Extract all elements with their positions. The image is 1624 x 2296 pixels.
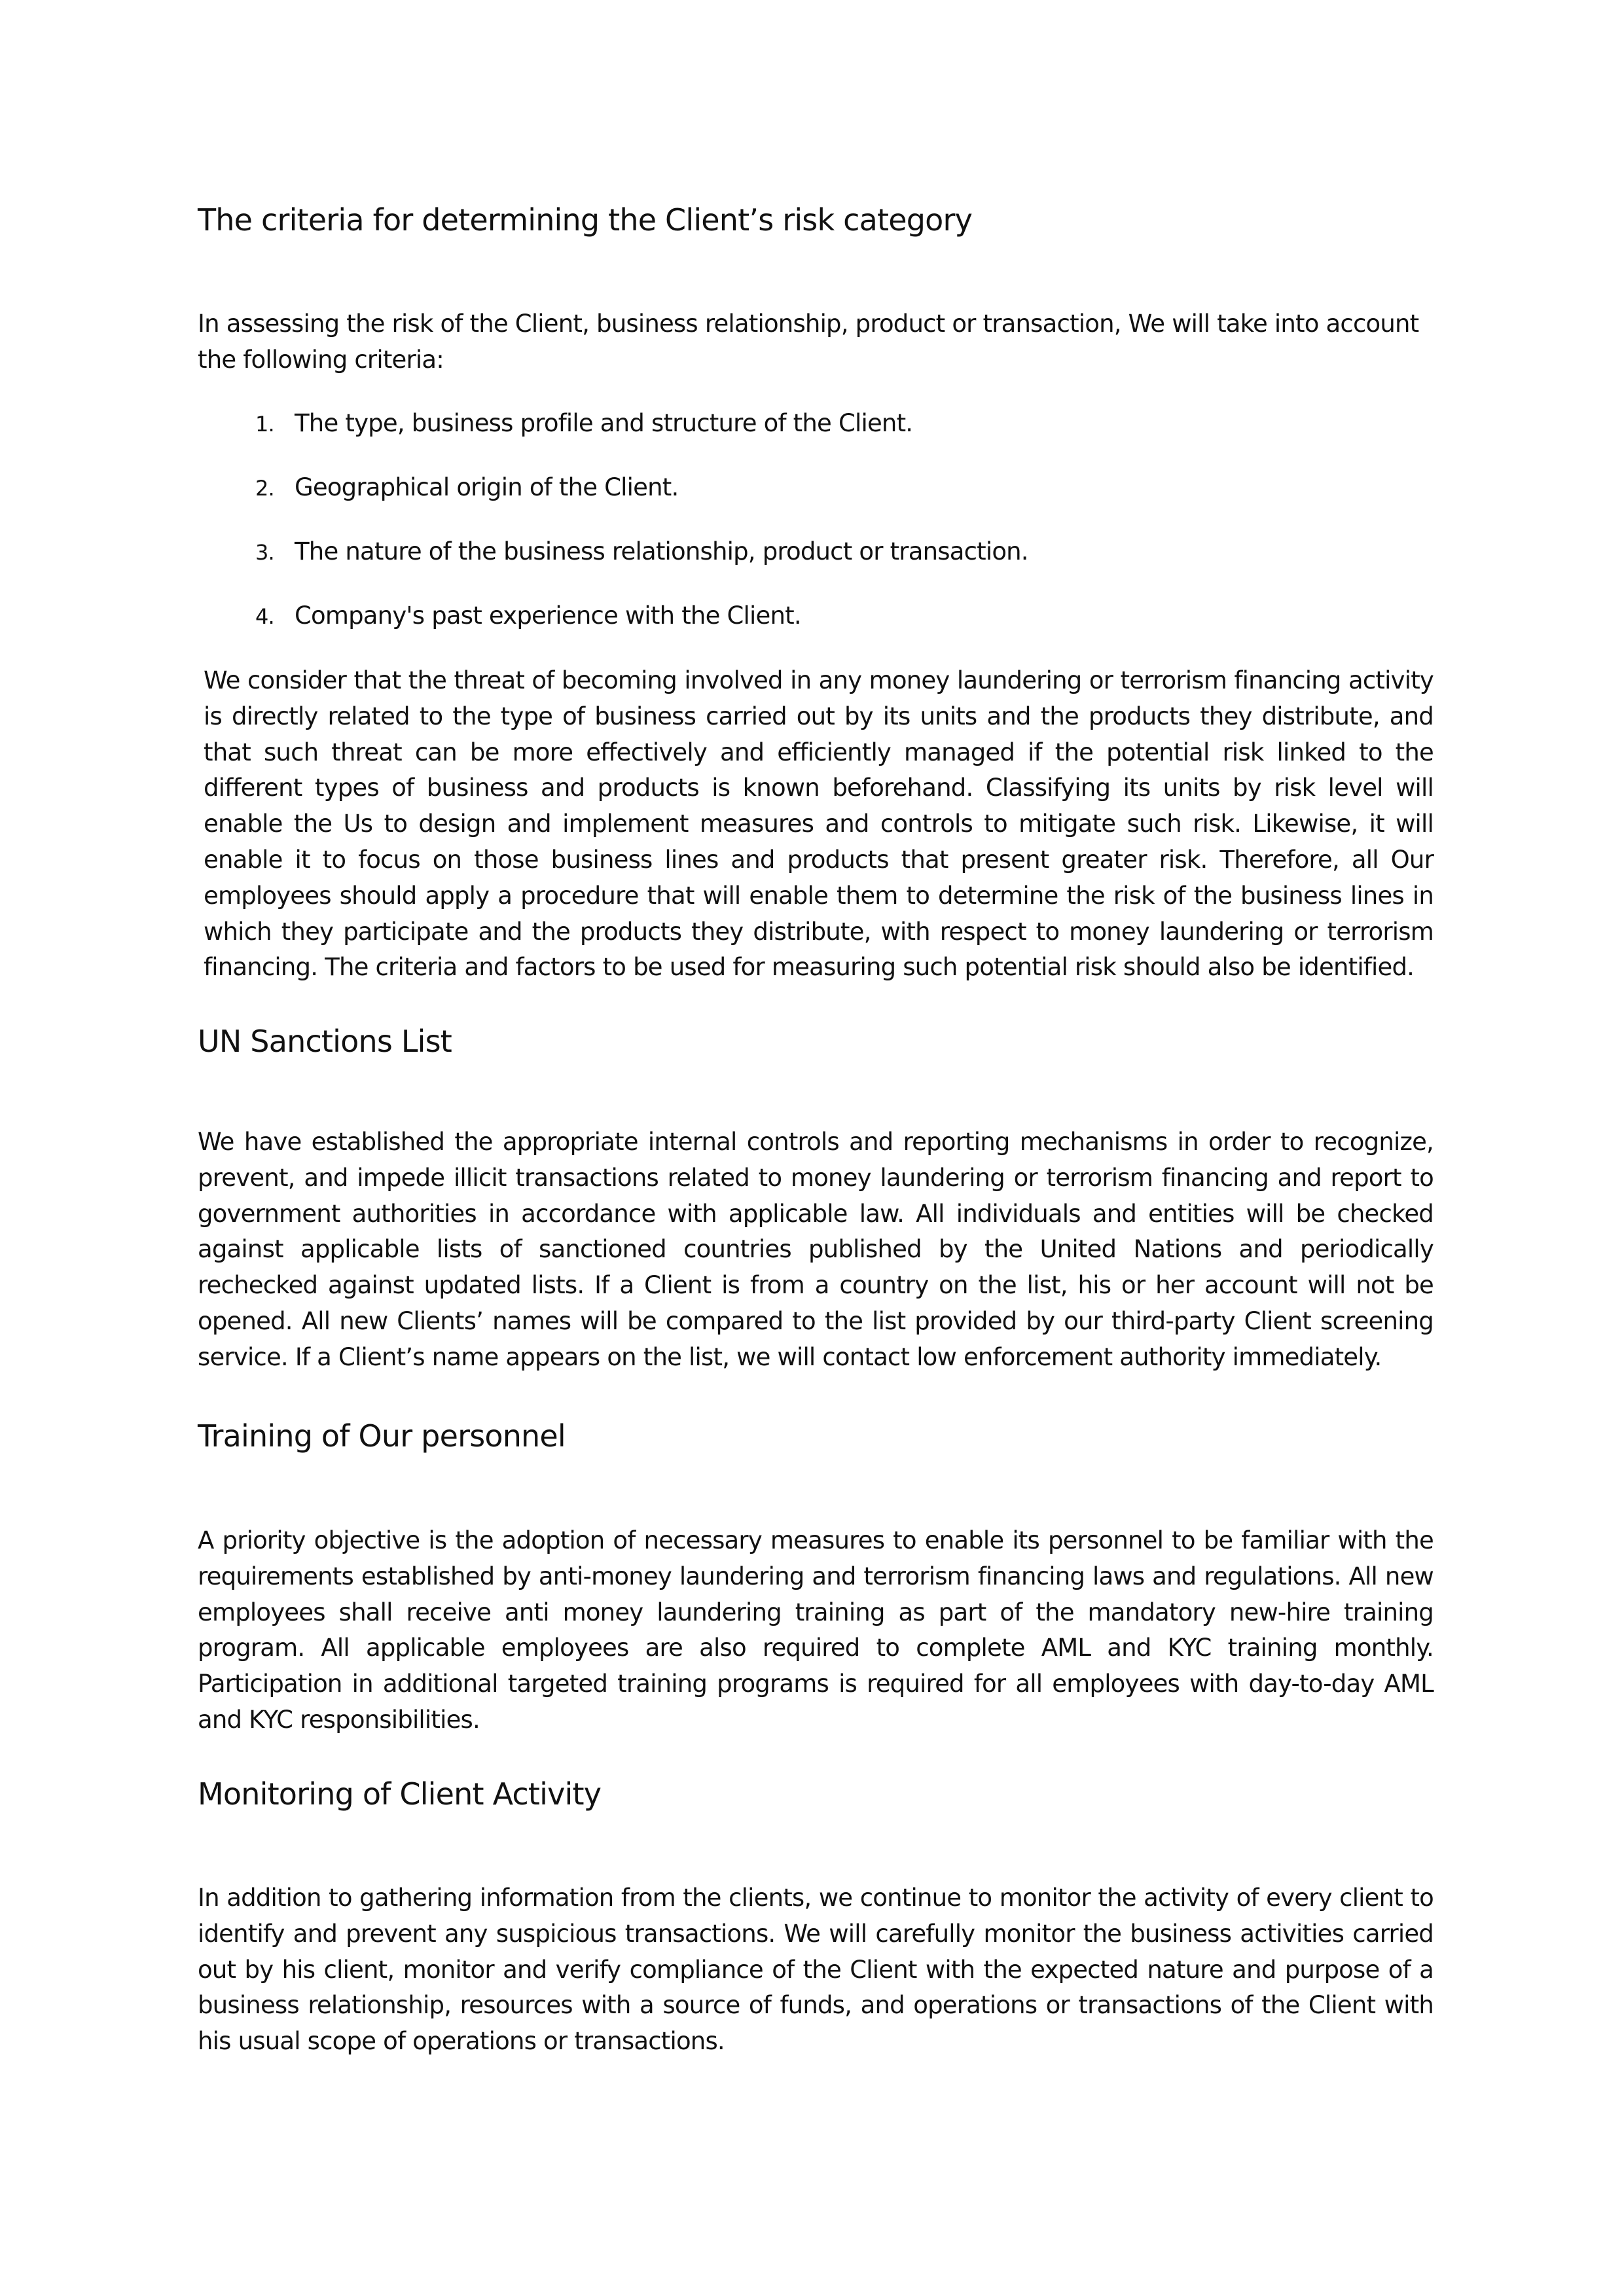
training-body: A priority objective is the adoption of necessary measures to enable its personnel to be familiar with the requirements established by anti-money laundering and terrorism financing laws and regulations. All new employees shall receive anti money laundering training as part of the mandatory new-hire training program. All applicable employees are also required to complete AML and KYC training monthly. Participation in additional targeted training programs is required for all employees with day-to-day AML and KYC responsibilities.	[198, 1526, 1434, 1734]
monitoring-body: In addition to gathering information from the clients, we continue to monitor the activity of every client to identify and prevent any suspicious transactions. We will carefully monitor the business activities carried out by his client, monitor and verify compliance of the Client with the expected nature and purpose of a business relationship, resources with a source of funds, and operations or transactions of the Client with his usual scope of operations or transactions.	[198, 1884, 1434, 2056]
sanctions-heading: UN Sanctions List	[198, 1024, 452, 1059]
training-heading: Training of Our personnel	[198, 1418, 566, 1454]
list-item-number: 4.	[255, 604, 274, 629]
list-item-text: Company's past experience with the Client.	[295, 601, 801, 630]
list-item-text: The type, business profile and structure of the Client.	[295, 409, 913, 437]
list-item	[255, 598, 1028, 662]
list-item	[255, 470, 1028, 534]
risk-criteria-intro: In assessing the risk of the Client, business relationship, product or transaction, We will take into account the following criteria:	[198, 310, 1419, 374]
list-item-number: 2.	[255, 476, 274, 501]
risk-criteria-list	[255, 406, 1028, 662]
list-item-text: Geographical origin of the Client.	[295, 473, 679, 501]
sanctions-body: We have established the appropriate internal controls and reporting mechanisms in order to recognize, prevent, and impede illicit transactions related to money laundering or terrorism financing and report to government authorities in accordance with applicable law. All individuals and entities will be checked against applicable lists of sanctioned countries published by the United Nations and periodically rechecked against updated lists. If a Client is from a country on the list, his or her account will not be opened. All new Clients’ names will be compared to the list provided by our third-party Client screening service. If a Client’s name appears on the list, we will contact low enforcement authority immediately.	[198, 1128, 1434, 1371]
list-item-text: The nature of the business relationship, product or transaction.	[295, 537, 1028, 565]
monitoring-heading: Monitoring of Client Activity	[198, 1776, 602, 1812]
list-item-number: 1.	[255, 412, 274, 437]
risk-criteria-body: We consider that the threat of becoming involved in any money laundering or terrorism financing activity is directly related to the type of business carried out by its units and the products they distribute, and that such threat can be more effectively and efficiently managed if the potential risk linked to the different types of business and products is known beforehand. Classifying its units by risk level will enable the Us to design and implement measures and controls to mitigate such risk. Likewise, it will enable it to focus on those business lines and products that present greater risk. Therefore, all Our employees should apply a procedure that will enable them to determine the risk of the business lines in which they participate and the products they distribute, with respect to money laundering or terrorism financing. The criteria and factors to be used for measuring such potential risk should also be identified.	[204, 666, 1434, 982]
list-item-number: 3.	[255, 540, 274, 565]
list-item	[255, 406, 1028, 470]
risk-criteria-heading: The criteria for determining the Client’s risk category	[198, 202, 973, 238]
list-item	[255, 534, 1028, 598]
